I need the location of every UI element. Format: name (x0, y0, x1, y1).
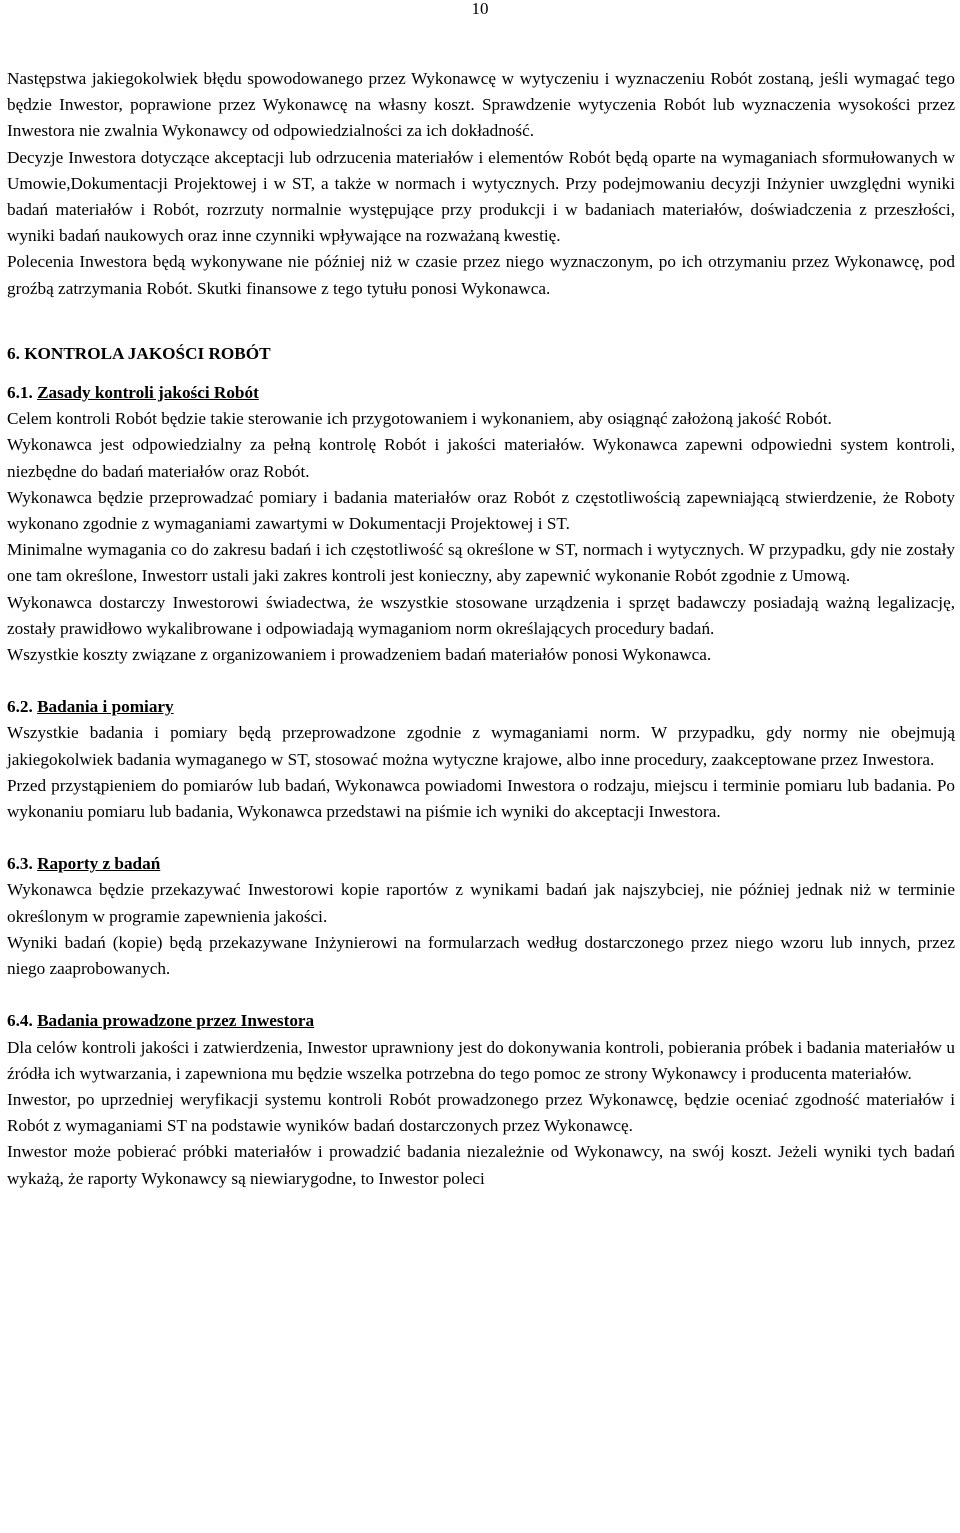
body-paragraph: Wykonawca jest odpowiedzialny za pełną kontrolę Robót i jakości materiałów. Wykonawca zapewni odpowiedni system kontroli, niezbędne do badań materiałów oraz Robót. (7, 435, 955, 481)
subsection-number: 6.4. (7, 1011, 33, 1031)
subsection-heading (7, 1008, 955, 1034)
intro-paragraph: Polecenia Inwestora będą wykonywane nie później niż w czasie przez niego wyznaczonym, po ich otrzymaniu przez Wykonawcę, pod groźbą zatrzymania Robót. Skutki finansowe z tego tytułu ponosi Wykonawca. (7, 252, 955, 298)
subsection-title: Badania i pomiary (37, 697, 174, 717)
intro-paragraph: Następstwa jakiegokolwiek błędu spowodowanego przez Wykonawcę w wytyczeniu i wyznaczeniu Robót zostaną, jeśli wymagać tego będzie Inwestor, poprawione przez Wykonawcę na własny koszt. Sprawdzenie wytyczenia Robót lub wyznaczenia wysokości przez Inwestora nie zwalnia Wykonawcy od odpowiedzialności za ich dokładność. (7, 69, 955, 141)
subsection-heading (7, 694, 955, 720)
subsection-title: Zasady kontroli jakości Robót (37, 383, 259, 403)
subsection-number: 6.1. (7, 383, 33, 403)
subsection-title: Raporty z badań (37, 854, 161, 874)
body-paragraph: Inwestor może pobierać próbki materiałów i prowadzić badania niezależnie od Wykonawcy, na swój koszt. Jeżeli wyniki tych badań wykażą, że raporty Wykonawcy są niewiarygodne, to Inwestor poleci (7, 1142, 955, 1188)
body-paragraph: Inwestor, po uprzedniej weryfikacji systemu kontroli Robót prowadzonego przez Wykonawcę, będzie oceniać zgodność materiałów i Robót z wymaganiami ST na podstawie wyników badań dostarczonych przez Wykonawcę. (7, 1089, 955, 1136)
page-number: 10 (471, 0, 489, 18)
body-paragraph: Dla celów kontroli jakości i zatwierdzenia, Inwestor uprawniony jest do dokonywania kontroli, pobierania próbek i badania materiałów u źródła ich wytwarzania, i zapewniona mu będzie wszelka potrzebna do tego pomoc ze strony Wykonawcy i producenta materiałów. (7, 1037, 955, 1083)
body-paragraph: Wykonawca dostarczy Inwestorowi świadectwa, że wszystkie stosowane urządzenia i sprzęt badawczy posiadają ważną legalizację, zostały prawidłowo wykalibrowane i odpowiadają wymaganiom norm określających procedury badań. (7, 592, 955, 638)
subsection-number: 6.3. (7, 854, 33, 874)
body-paragraph: Minimalne wymagania co do zakresu badań i ich częstotliwość są określone w ST, normach i wytycznych. W przypadku, gdy nie zostały one tam określone, Inwestorr ustali jaki zakres kontroli jest konieczny, aby zapewnić wykonanie Robót zgodnie z Umową. (7, 540, 955, 586)
body-paragraph: Przed przystąpieniem do pomiarów lub badań, Wykonawca powiadomi Inwestora o rodzaju, miejscu i terminie pomiaru lub badania. Po wykonaniu pomiaru lub badania, Wykonawca przedstawi na piśmie ich wyniki do akceptacji Inwestora. (7, 775, 955, 822)
subsection-heading (7, 380, 955, 406)
body-paragraph: Wszystkie badania i pomiary będą przeprowadzone zgodnie z wymaganiami norm. W przypadku, gdy normy nie obejmują jakiegokolwiek badania wymaganego w ST, stosować można wytyczne krajowe, albo inne procedury, zaakceptowane przez Inwestora. (7, 723, 955, 769)
spacer (7, 328, 955, 341)
body-paragraph: Wykonawca będzie przekazywać Inwestorowi kopie raportów z wynikami badań jak najszybciej, nie później jednak niż w terminie określonym w programie zapewnienia jakości. (7, 880, 955, 926)
body-paragraph: Wykonawca będzie przeprowadzać pomiary i badania materiałów oraz Robót z częstotliwością zapewniającą stwierdzenie, że Roboty wykonano zgodnie z wymaganiami zawartymi w Dokumentacji Projektowej i ST. (7, 487, 955, 534)
spacer (7, 982, 955, 1008)
document-body (7, 66, 955, 1192)
spacer (7, 668, 955, 694)
body-paragraph: Wyniki badań (kopie) będą przekazywane Inżynierowi na formularzach według dostarczonego przez niego wzoru lub innych, przez niego zaaprobowanych. (7, 932, 955, 979)
body-paragraph: Celem kontroli Robót będzie takie sterowanie ich przygotowaniem i wykonaniem, aby osiągnąć założoną jakość Robót. (7, 409, 832, 429)
subsection-title: Badania prowadzone przez Inwestora (37, 1011, 315, 1031)
subsection-heading (7, 851, 955, 877)
section-heading: 6. KONTROLA JAKOŚCI ROBÓT (7, 343, 271, 363)
body-paragraph: Wszystkie koszty związane z organizowaniem i prowadzeniem badań materiałów ponosi Wykonawca. (7, 645, 712, 665)
subsection-number: 6.2. (7, 697, 33, 717)
intro-paragraph: Decyzje Inwestora dotyczące akceptacji lub odrzucenia materiałów i elementów Robót będą oparte na wymaganiach sformułowanych w Umowie,Dokumentacji Projektowej i w ST, a także w normach i wytycznych. Przy podejmowaniu decyzji Inżynier uwzględni wyniki badań materiałów i Robót, rozrzuty normalnie występujące przy produkcji i w badaniach materiałów, doświadczenia z przeszłości, wyniki badań naukowych oraz inne czynniki wpływające na rozważaną kwestię. (7, 147, 955, 246)
spacer (7, 367, 955, 380)
spacer (7, 302, 955, 328)
spacer (7, 825, 955, 851)
